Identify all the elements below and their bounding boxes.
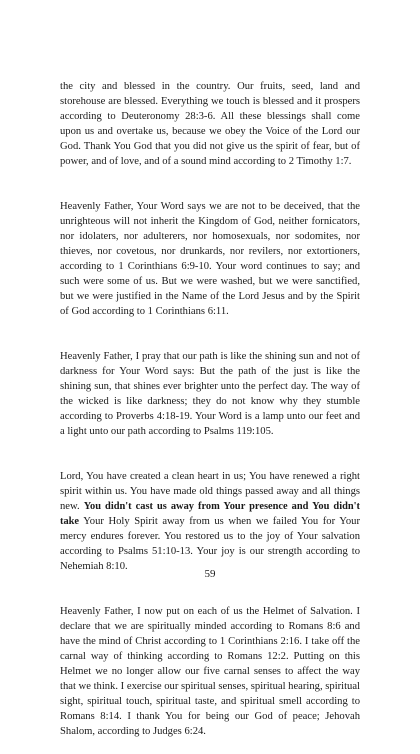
paragraph-1-text: the city and blessed in the country. Our fruits, seed, land and storehouse are blessed. Everything we touch is blessed and it prospers according to Deuteronomy 28:3-6. All these blessings shall come upon us and overtake us, because we obey the Voice of the Lord our God. Thank You God that you did not give us the spirit of fear, but of power, and of love, and of a sound mind according to 2 Timothy 1:7. (60, 81, 360, 167)
paragraph-2-text: Heavenly Father, Your Word says we are not to be deceived, that the unrighteous will not inherit the Kingdom of God, neither fornicators, nor idolaters, nor adulterers, nor homosexuals, nor sodomites, nor thieves, nor covetous, nor drunkards, nor revilers, nor extortioners, according to 1 Corinthians 6:9-10. Your word continues to say; and such were some of us. But we were washed, but we were sanctified, but we were justified in the Name of the Lord Jesus and by the Spirit of God according to 1 Corinthians 6:11. (60, 201, 360, 317)
paragraph-3 (60, 334, 360, 439)
paragraph-5 (60, 589, 360, 739)
paragraph-4-bold-text: You didn't cast us away from Your presence and You didn't take (60, 501, 360, 527)
paragraph-5-text: Heavenly Father, I now put on each of us the Helmet of Salvation. I declare that we are spiritually minded according to Romans 8:6 and have the mind of Christ according to 1 Corinthians 2:16. I take off the carnal way of thinking according to Romans 12:2. Putting on this Helmet we no longer allow our five carnal senses to affect the way that we think. I exercise our spiritual senses, spiritual hearing, spiritual sight, spiritual touch, spiritual taste, and spiritual smell according to Romans 8:14. I thank You for being our God of peace; Jehovah Shalom, according to Judges 6:24. (60, 606, 360, 737)
paragraph-4-text-a: Lord, You have created a clean heart in us; You have renewed a right spirit within us. You have made old things passed away and all things new. (60, 471, 360, 512)
paragraph-3-text: Heavenly Father, I pray that our path is like the shining sun and not of darkness for Your Word says: But the path of the just is like the shining sun, that shines ever brighter unto the perfect day. The way of the wicked is like darkness; they do not know why they stumble according to Proverbs 4:18-19. Your Word is a lamp unto our feet and a light unto our path according to Psalms 119:105. (60, 351, 360, 437)
page-number: 59 (204, 568, 216, 580)
paragraph-4 (60, 454, 360, 574)
paragraph-4-text-b: Your Holy Spirit away from us when we failed You for Your mercy endures forever. You restored us to the joy of Your salvation according to Psalms 51:10-13. Your joy is our strength according to Nehemiah 8:10. (60, 516, 360, 572)
paragraph-1 (60, 64, 360, 169)
page-body (60, 64, 360, 754)
paragraph-2 (60, 184, 360, 319)
